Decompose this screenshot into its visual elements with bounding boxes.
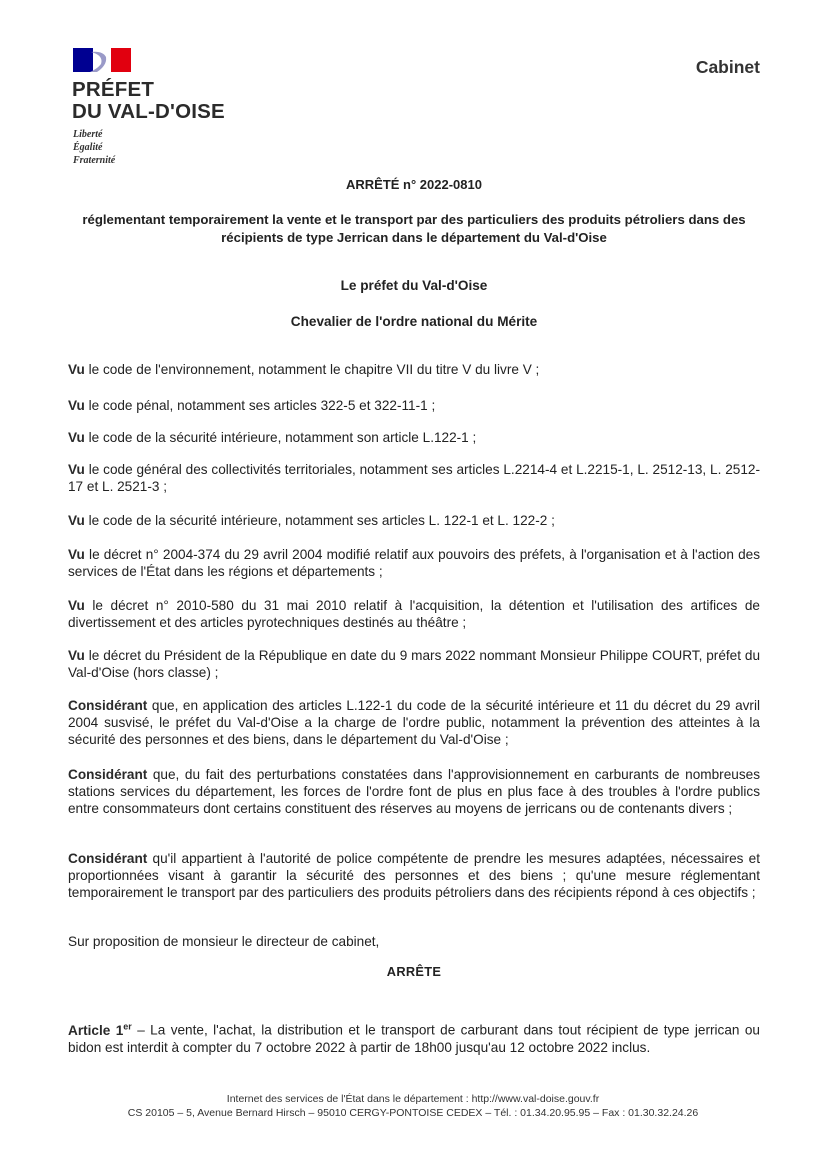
- paragraph-text: le décret n° 2010-580 du 31 mai 2010 relatif à l'acquisition, la détention et l'utilisation des artifices de divertissement et des articles pyrotechniques destinés au théâtre ;: [68, 598, 760, 630]
- consideration-paragraph: [68, 512, 760, 529]
- paragraph-lead: Vu: [68, 648, 85, 663]
- paragraph-lead: Vu: [68, 398, 85, 413]
- paragraph-lead: Vu: [68, 462, 85, 477]
- article-1: [68, 1018, 760, 1056]
- paragraph-text: le code de la sécurité intérieure, notamment son article L.122-1 ;: [84, 430, 477, 445]
- paragraph-lead: Considérant: [68, 767, 148, 782]
- footer-address: CS 20105 – 5, Avenue Bernard Hirsch – 95010 CERGY-PONTOISE CEDEX – Tél. : 01.34.20.95.95 – Fax : 01.30.32.24.26: [127, 1107, 699, 1119]
- paragraph-text: le code de la sécurité intérieure, notamment ses articles L. 122-1 et L. 122-2 ;: [84, 513, 555, 528]
- motto-fraternite: Fraternité: [73, 155, 116, 166]
- paragraph-lead: Vu: [68, 513, 85, 528]
- decree-subtitle: réglementant temporairement la vente et le transport par des particuliers des produits pétroliers dans des récipients de type Jerrican dans le département du Val-d'Oise: [82, 212, 746, 245]
- institution-name: [72, 79, 225, 123]
- consideration-paragraph: [68, 546, 760, 580]
- paragraph-lead: Vu: [68, 598, 85, 613]
- motto-liberte: Liberté: [73, 129, 103, 140]
- consideration-paragraph: [68, 697, 760, 748]
- paragraph-lead: Vu: [68, 430, 85, 445]
- consideration-paragraph: [68, 361, 760, 378]
- paragraph-lead: Considérant: [68, 851, 148, 866]
- consideration-paragraph: [68, 429, 760, 446]
- service-name: Cabinet: [695, 57, 760, 77]
- consideration-paragraph: [68, 850, 760, 901]
- paragraph-text: le code général des collectivités territoriales, notamment ses articles L.2214-4 et L.2215-1, L. 2512-13, L. 2512-17 et L. 2521-3 ;: [68, 462, 760, 494]
- republic-motto: [73, 128, 115, 167]
- decree-title: ARRÊTÉ n° 2022-0810: [346, 177, 482, 192]
- paragraph-text: que, du fait des perturbations constatées dans l'approvisionnement en carburants de nombreuses stations services du département, les forces de l'ordre font de plus en plus face à des troubles à l'ordre publics entre consommateurs dont certains constituent des réserves au moyens de jerricans ou de contenants divers ;: [68, 767, 760, 816]
- authority-line: Le préfet du Val-d'Oise: [340, 278, 488, 293]
- institution-line-2: DU VAL-D'OISE: [72, 100, 225, 123]
- article-label-sup: er: [123, 1021, 132, 1031]
- footer-website: Internet des services de l'État dans le département : http://www.val-doise.gouv.fr: [226, 1093, 600, 1105]
- consideration-paragraph: [68, 647, 760, 681]
- paragraph-text: le décret n° 2004-374 du 29 avril 2004 modifié relatif aux pouvoirs des préfets, à l'organisation et à l'action des services de l'État dans les régions et départements ;: [68, 547, 760, 579]
- paragraph-lead: Vu: [68, 362, 85, 377]
- article-label-text: Article 1: [68, 1022, 124, 1038]
- article-label: [68, 1023, 132, 1038]
- paragraph-text: qu'il appartient à l'autorité de police compétente de prendre les mesures adaptées, nécessaires et proportionnées visant à garantir la sécurité des personnes et des biens ; qu'une mesure réglementant temporairement le transport par des particuliers des produits pétroliers dans des récipients répond à ces objectifs ;: [68, 851, 760, 900]
- paragraph-lead: Considérant: [68, 698, 148, 713]
- article-text: – La vente, l'achat, la distribution et le transport de carburant dans tout récipient de type jerrican ou bidon est interdit à compter du 7 octobre 2022 à partir de 18h00 jusqu'au 12 octobre 2022 inclus.: [68, 1022, 760, 1055]
- consideration-paragraph: [68, 461, 760, 495]
- motto-egalite: Égalité: [73, 142, 103, 153]
- paragraph-text: que, en application des articles L.122-1 du code de la sécurité intérieure et 11 du décret du 29 avril 2004 susvisé, le préfet du Val-d'Oise a la charge de l'ordre public, notamment la prévention des atteintes à la sécurité des personnes et des biens, dans le département du Val-d'Oise ;: [68, 698, 760, 747]
- consideration-paragraph: [68, 766, 760, 817]
- consideration-paragraph: [68, 597, 760, 631]
- proposal-line: Sur proposition de monsieur le directeur de cabinet,: [68, 934, 380, 949]
- paragraph-text: le décret du Président de la République en date du 9 mars 2022 nommant Monsieur Philippe COURT, préfet du Val-d'Oise (hors classe) ;: [68, 648, 760, 680]
- paragraph-text: le code de l'environnement, notamment le chapitre VII du titre V du livre V ;: [84, 362, 540, 377]
- marianne-logo: [73, 48, 131, 72]
- paragraph-text: le code pénal, notamment ses articles 322-5 et 322-11-1 ;: [84, 398, 436, 413]
- paragraph-lead: Vu: [68, 547, 85, 562]
- distinction-line: Chevalier de l'ordre national du Mérite: [290, 314, 538, 329]
- consideration-paragraph: [68, 397, 760, 414]
- decision-heading: ARRÊTE: [386, 964, 442, 979]
- institution-line-1: PRÉFET: [72, 78, 155, 101]
